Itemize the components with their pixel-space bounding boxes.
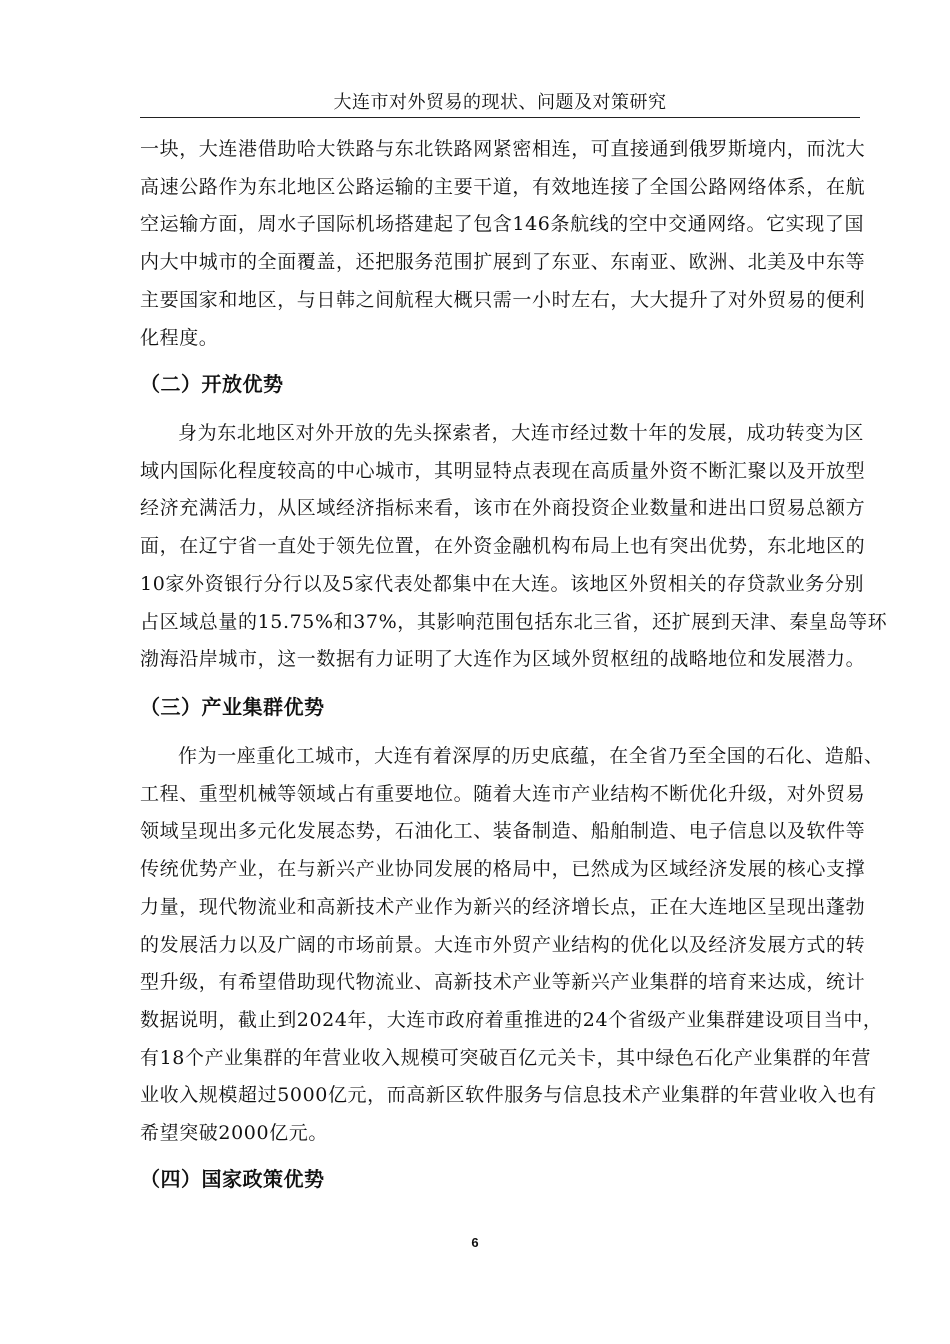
paragraph-industry-cluster: [140, 738, 884, 1153]
text-line: 业收入规模超过5000亿元，而高新区软件服务与信息技术产业集群的年营业收入也有: [140, 1084, 877, 1107]
text-line: 空运输方面，周水子国际机场搭建起了包含146条航线的空中交通网络。它实现了国: [140, 213, 865, 236]
text-line: 主要国家和地区，与日韩之间航程大概只需一小时左右，大大提升了对外贸易的便利: [140, 288, 866, 311]
text-line: 希望突破2000亿元。: [140, 1122, 328, 1145]
section-heading-industry-cluster: （三）产业集群优势: [140, 695, 325, 719]
text-line: 身为东北地区对外开放的先头探索者，大连市经过数十年的发展，成功转变为区: [178, 422, 865, 444]
text-line: 工程、重型机械等领域占有重要地位。随着大连市产业结构不断优化升级，对外贸易: [140, 782, 866, 805]
text-line: 领域呈现出多元化发展态势，石油化工、装备制造、船舶制造、电子信息以及软件等: [140, 820, 866, 843]
paragraph-transport: [140, 131, 866, 357]
text-line: 域内国际化程度较高的中心城市，其明显特点表现在高质量外资不断汇聚以及开放型: [140, 459, 866, 482]
page-header-title: 大连市对外贸易的现状、问题及对策研究: [333, 92, 667, 113]
text-line: 数据说明，截止到2024年，大连市政府着重推进的24个省级产业集群建设项目当中，: [140, 1008, 883, 1031]
text-line: 渤海沿岸城市，这一数据有力证明了大连作为区域外贸枢纽的战略地位和发展潜力。: [140, 648, 866, 671]
text-line: 有18个产业集群的年营业收入规模可突破百亿元关卡，其中绿色石化产业集群的年营: [140, 1046, 871, 1069]
text-line: 内大中城市的全面覆盖，还把服务范围扩展到了东亚、东南亚、欧洲、北美及中东等: [140, 251, 866, 274]
page-number: 6: [471, 1235, 479, 1250]
text-line: 10家外资银行分行以及5家代表处都集中在大连。该地区外贸相关的存贷款业务分别: [140, 572, 865, 595]
text-line: 面，在辽宁省一直处于领先位置，在外资金融机构布局上也有突出优势，东北地区的: [140, 535, 866, 558]
text-line: 高速公路作为东北地区公路运输的主要干道，有效地连接了全国公路网络体系，在航: [140, 175, 866, 198]
text-line: 一块，大连港借助哈大铁路与东北铁路网紧密相连，可直接通到俄罗斯境内，而沈大: [140, 138, 866, 160]
text-line: 作为一座重化工城市，大连有着深厚的历史底蕴，在全省乃至全国的石化、造船、: [178, 745, 884, 767]
section-heading-national-policy: （四）国家政策优势: [140, 1167, 325, 1191]
text-line: 型升级，有希望借助现代物流业、高新技术产业等新兴产业集群的培育来达成，统计: [140, 971, 866, 994]
text-line: 占区域总量的15.75%和37%，其影响范围包括东北三省，还扩展到天津、秦皇岛等环: [140, 610, 888, 633]
paragraph-opening-advantage: [140, 415, 888, 679]
text-line: 的发展活力以及广阔的市场前景。大连市外贸产业结构的优化以及经济发展方式的转: [140, 933, 866, 956]
text-line: 经济充满活力，从区域经济指标来看，该市在外商投资企业数量和进出口贸易总额方: [140, 497, 866, 520]
header-divider: [140, 117, 860, 118]
text-line: 传统优势产业，在与新兴产业协同发展的格局中，已然成为区域经济发展的核心支撑: [140, 858, 866, 881]
section-heading-opening-advantage: （二）开放优势: [140, 372, 284, 396]
text-line: 化程度。: [140, 326, 219, 349]
text-line: 力量，现代物流业和高新技术产业作为新兴的经济增长点，正在大连地区呈现出蓬勃: [140, 895, 866, 918]
